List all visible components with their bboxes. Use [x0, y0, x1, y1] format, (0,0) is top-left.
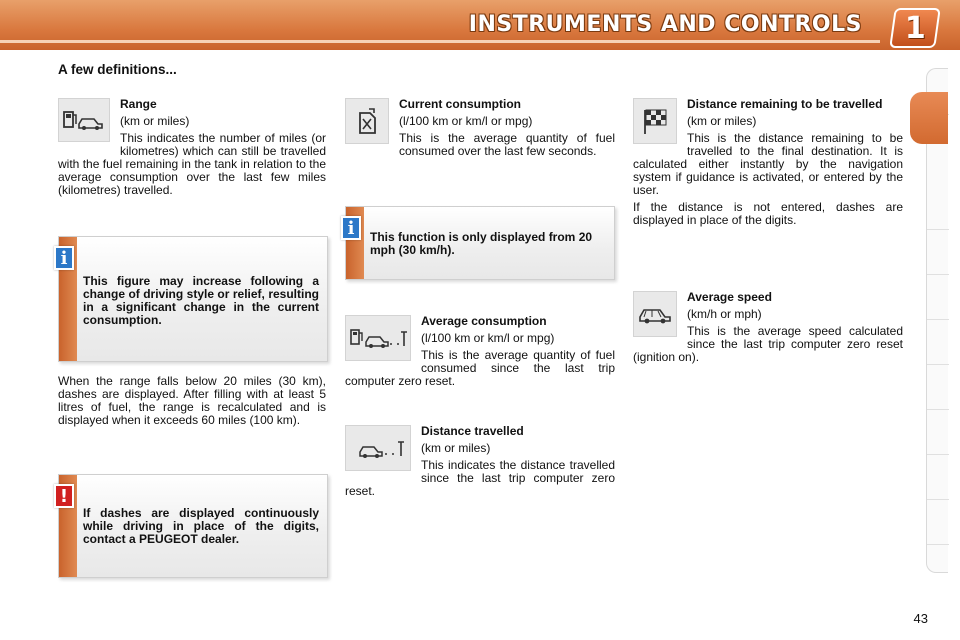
tab-divider	[927, 454, 949, 455]
tab-divider	[927, 544, 949, 545]
note-text: This function is only displayed from 20 mph (30 km/h).	[370, 230, 593, 257]
tab-divider	[927, 499, 949, 500]
section-title: A few definitions...	[58, 62, 177, 77]
average-speed-description: This is the average speed calculated since the last trip computer zero reset (ignition on).	[633, 324, 903, 364]
average-consumption-title: Average consumption	[421, 314, 547, 328]
note-text: This figure may increase following a change of driving style or relief, resulting in a significant change in the current consumption.	[83, 274, 319, 327]
distance-remaining-title: Distance remaining to be travelled	[687, 97, 883, 111]
info-note-speed	[345, 206, 615, 280]
checkered-flag-icon	[633, 98, 677, 144]
definition-average-speed	[633, 291, 903, 368]
distance-travelled-title: Distance travelled	[421, 424, 524, 438]
distance-travelled-description: This indicates the distance travelled since the last trip computer zero reset.	[345, 458, 615, 498]
average-consumption-description: This is the average quantity of fuel consumed since the last trip computer zero reset.	[345, 348, 615, 388]
definition-distance-remaining	[633, 98, 903, 231]
car-pin-icon	[345, 425, 411, 471]
page-header-title: INSTRUMENTS AND CONTROLS	[468, 12, 862, 37]
warning-icon: !	[54, 484, 74, 508]
range-dashes-paragraph: When the range falls below 20 miles (30 km), dashes are displayed. After filling with at least 5 litres of fuel, the range is recalculated and is displayed when it exceeds 60 miles (100 km).	[58, 374, 326, 427]
page-number: 43	[913, 611, 928, 626]
current-consumption-unit: (l/100 km or km/l or mpg)	[399, 114, 533, 128]
info-note-range	[58, 236, 328, 362]
distance-remaining-description-2: If the distance is not entered, dashes are displayed in place of the digits.	[633, 200, 903, 227]
info-icon: i	[341, 216, 361, 240]
tab-divider	[927, 229, 949, 230]
current-consumption-title: Current consumption	[399, 97, 521, 111]
range-unit: (km or miles)	[120, 114, 190, 128]
distance-travelled-unit: (km or miles)	[421, 441, 491, 455]
range-description: This indicates the number of miles (or kilometres) which can still be travelled with the fuel remaining in the tank in relation to the average consumption over the last few miles (kilometres) travelled.	[58, 131, 326, 197]
warning-note-dashes	[58, 474, 328, 578]
chapter-number-badge	[889, 8, 941, 48]
definition-current-consumption	[345, 98, 615, 162]
tab-divider	[927, 409, 949, 410]
info-icon: i	[54, 246, 74, 270]
tab-divider	[927, 364, 949, 365]
definition-range	[58, 98, 326, 201]
chapter-number: 1	[904, 10, 926, 46]
note-text: If dashes are displayed continuously while driving in place of the digits, contact a PEUGEOT dealer.	[83, 506, 319, 546]
definition-distance-travelled	[345, 425, 615, 502]
car-icon	[633, 291, 677, 337]
current-consumption-description: This is the average quantity of fuel consumed over the last few seconds.	[399, 131, 615, 158]
average-consumption-unit: (l/100 km or km/l or mpg)	[421, 331, 555, 345]
average-speed-unit: (km/h or mph)	[687, 307, 762, 321]
distance-remaining-description: This is the distance remaining to be travelled to the final destination. It is calculated either instantly by the navigation system if guidance is activated, or entered by the user.	[633, 131, 903, 197]
distance-remaining-unit: (km or miles)	[687, 114, 757, 128]
average-speed-title: Average speed	[687, 290, 772, 304]
fuel-can-icon	[345, 98, 389, 144]
header-banner	[0, 0, 960, 50]
definition-average-consumption	[345, 315, 615, 392]
tab-divider	[927, 274, 949, 275]
range-pump-car-icon	[58, 98, 110, 142]
active-chapter-tab[interactable]	[910, 92, 948, 144]
tab-divider	[927, 319, 949, 320]
range-title: Range	[120, 97, 157, 111]
header-divider	[0, 40, 880, 43]
pump-car-pin-icon	[345, 315, 411, 361]
